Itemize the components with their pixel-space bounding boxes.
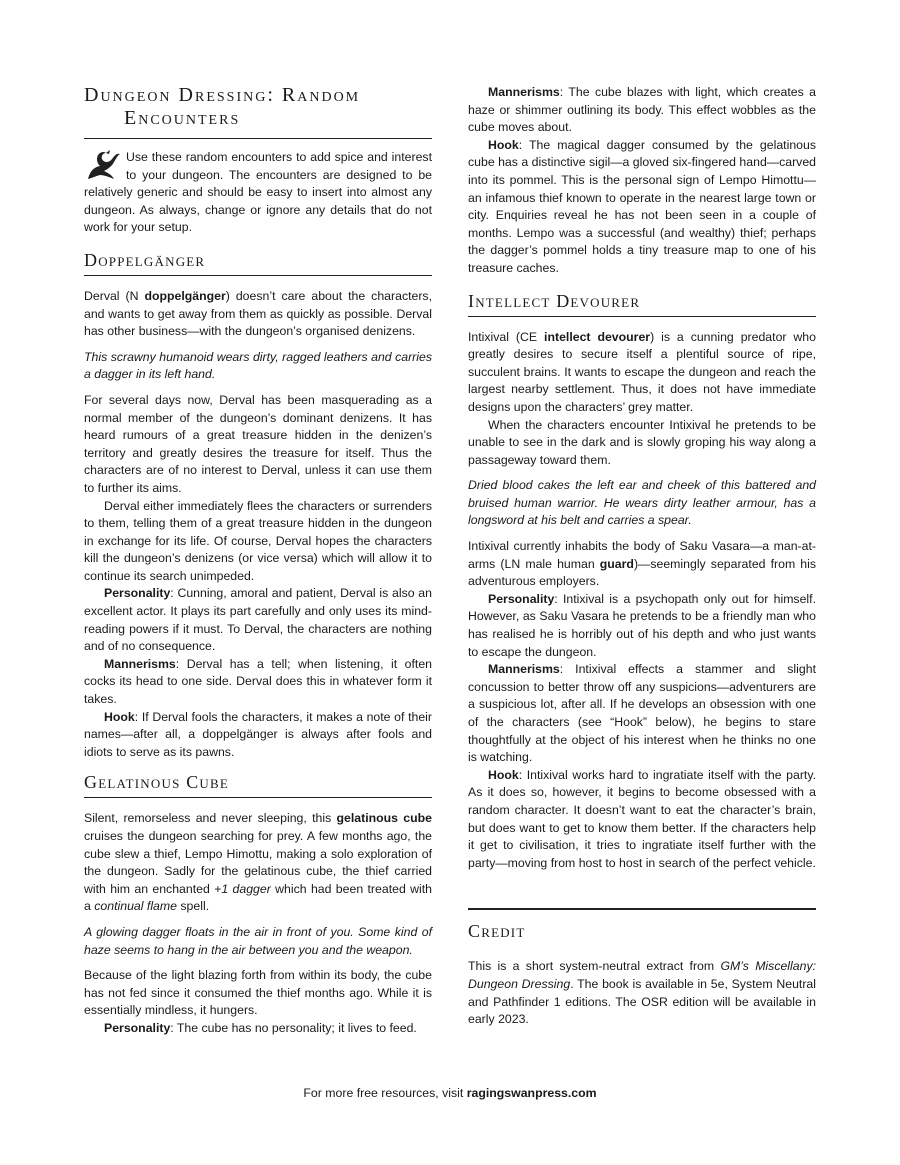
page-title xyxy=(84,84,432,139)
devourer-heading: Intellect Devourer xyxy=(468,290,816,317)
cube-mannerisms: Mannerisms: The cube blazes with light, which creates a haze or shimmer outlining its body. This effect wobbles as the cube moves about. xyxy=(468,85,816,135)
credit-divider xyxy=(468,908,816,910)
cube-flavor: A glowing dagger floats in the air in front of you. Some kind of haze seems to hang in the air between you and the weapon. xyxy=(84,924,432,957)
devourer-body-1: When the characters encounter Intixival he pretends to be unable to see in the dark and is slowly groping his way along a passageway toward them. xyxy=(468,417,816,467)
left-column xyxy=(84,84,432,1038)
cube-intro: Silent, remorseless and never sleeping, this gelatinous cube cruises the dungeon searching for prey. A few months ago, the cube slew a thief, Lempo Himottu, making a solo exploration of the dungeon. Sadly for the gelatinous cube, the thief carried with him an enchanted +1 dagger which had been treated with a continual flame spell. xyxy=(84,811,432,914)
doppelganger-heading: Doppelgänger xyxy=(84,249,432,276)
footer-text: For more free resources, visit xyxy=(303,1086,467,1100)
devourer-flavor: Dried blood cakes the left ear and cheek of this battered and bruised human warrior. He wears dirty leather armour, has a longsword at his belt and carries a spear. xyxy=(468,478,816,528)
credit-text: This is a short system-neutral extract from GM’s Miscellany: Dungeon Dressing. The book is available in 5e, System Neutral and Pathfinder 1 editions. The OSR edition will be available in early 2023. xyxy=(468,959,817,1027)
cube-hook: Hook: The magical dagger consumed by the gelatinous cube has a distinctive sigil—a gloved six-fingered hand—carved into its pommel. This is the personal sign of Lempo Himottu—an infamous thief known to operate in the nearest large town or city. Enquiries reveal he has not been seen in a couple of months. Lempo was a successful (and wealthy) thief; perhaps the dagger’s pommel holds a tiny treasure map to one of his treasure caches. xyxy=(468,137,816,275)
doppelganger-body-1: For several days now, Derval has been masquerading as a normal member of the dungeon’s dominant denizens. It has heard rumours of a great treasure hidden in the denizen’s territory and greatly desires the treasure for itself. Thus the characters are of no interest to Derval, unless it can use them to further its aims. xyxy=(84,392,432,495)
intro-text: Use these random encounters to add spice and interest to your dungeon. The encounters are designed to be relatively generic and should be easy to insert into almost any dungeon. As always, change or ignore any details that do not work for your setup. xyxy=(84,150,432,235)
credit-heading: Credit xyxy=(468,921,526,942)
doppelganger-body-2: Derval either immediately flees the characters or surrenders to them, telling them of a great treasure hidden in the dungeon in exchange for its life. Of course, Derval hopes the characters kill the dungeon’s denizens (or vice versa) which will allow it to continue its search unimpeded. xyxy=(84,498,432,583)
right-column xyxy=(468,84,816,1029)
devourer-mannerisms: Mannerisms: Intixival effects a stammer and slight concussion to better throw off any suspicions—adventurers are a suspicious lot, after all. If he develops an obsession with one of the characters (see “Hook” below), he begins to stare thoughtfully at the object of his interest when he thinks no one is watching. xyxy=(468,662,816,765)
doppelganger-intro: Derval (N doppelgänger) doesn’t care about the characters, and wants to get away from them as quickly as possible. Derval has other business—with the dungeon’s organised denizens. xyxy=(84,288,433,339)
devourer-personality: Personality: Intixival is a psychopath only out for himself. However, as Saku Vasara he pretends to be a friendly man who has realised he is horribly out of his depth and who just wants to escape the dungeon. xyxy=(468,591,816,659)
cube-body: Because of the light blazing forth from within its body, the cube has not fed since it consumed the thief months ago. While it is essentially mindless, it hungers. xyxy=(84,968,432,1018)
devourer-hook: Hook: Intixival works hard to ingratiate itself with the party. As it does so, however, it begins to become obsessed with a random character. It doesn’t want to eat the character’s brain, but does want to get to know them better. If the characters help it get to civilisation, it tries to ingratiate itself further with the party—moving from host to host in search of the perfect vehicle. xyxy=(468,767,816,870)
doppelganger-flavor: This scrawny humanoid wears dirty, ragged leathers and carries a dagger in its left hand. xyxy=(84,349,432,382)
cube-heading: Gelatinous Cube xyxy=(84,771,432,798)
doppelganger-mannerisms: Mannerisms: Derval has a tell; when listening, it often cocks its head to one side. Derval does this in whatever form it takes. xyxy=(84,656,432,707)
devourer-body-2: Intixival currently inhabits the body of Saku Vasara—a man-at-arms (LN male human guard)—seemingly separated from his adventurous employers. xyxy=(468,539,816,589)
devourer-intro: Intixival (CE intellect devourer) is a cunning predator who greatly desires to secure itself a plentiful source of ripe, succulent brains. It wants to escape the dungeon and reach the largest nearby settlement. Thus, it does not have immediate designs upon the characters’ grey matter. xyxy=(468,329,816,414)
footer xyxy=(0,1085,900,1103)
title-line-1: Dungeon Dressing: Random xyxy=(84,84,361,106)
swan-logo-icon xyxy=(82,149,122,183)
doppelganger-hook: Hook: If Derval fools the characters, it makes a note of their names—after all, a doppelgänger is always after fools and idiots to serve as its pawns. xyxy=(84,709,432,759)
footer-link[interactable]: ragingswanpress.com xyxy=(466,1086,597,1100)
title-line-2: Encounters xyxy=(124,107,241,129)
doppelganger-personality: Personality: Cunning, amoral and patient, Derval is also an excellent actor. It plays its part carefully and only uses its mind-reading powers if it must. To Derval, the characters are nothing and of no consequence. xyxy=(84,586,432,654)
intro-block xyxy=(84,149,432,237)
cube-personality: Personality: The cube has no personality; it lives to feed. xyxy=(104,1020,417,1035)
